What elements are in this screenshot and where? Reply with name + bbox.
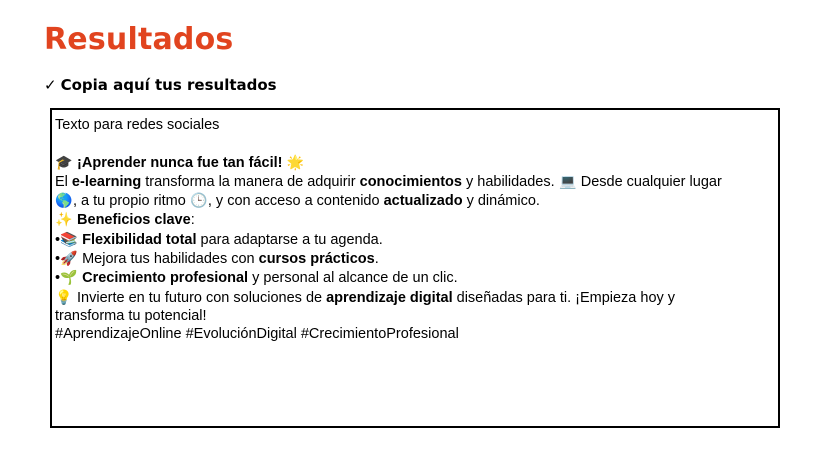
results-textbox[interactable] — [50, 108, 780, 428]
text-segment: Mejora tus habilidades con — [78, 251, 259, 268]
bullet: • — [55, 251, 61, 268]
clock-icon: 🕒 — [190, 192, 208, 209]
bullet: • — [55, 270, 61, 287]
rocket-icon: 🚀 — [60, 250, 78, 267]
sun-icon: 🌟 — [286, 153, 305, 170]
globe-icon: 🌎 — [55, 192, 73, 209]
books-icon: 📚 — [60, 230, 78, 247]
benefits-heading-line — [55, 210, 775, 229]
text-segment: El — [55, 173, 72, 190]
post-title-line — [55, 153, 775, 172]
text-segment: . — [374, 251, 379, 268]
instruction-text: Copia aquí tus resultados — [60, 76, 277, 94]
lightbulb-icon: 💡 — [55, 288, 73, 305]
closing-line-cont: transforma tu potencial! — [55, 307, 207, 324]
page-title: Resultados — [44, 22, 234, 57]
text-segment: : — [190, 212, 195, 229]
text-segment: para adaptarse a tu agenda. — [196, 231, 383, 248]
closing-line — [55, 288, 775, 307]
instruction-heading — [44, 76, 277, 94]
bold-segment: aprendizaje digital — [326, 289, 453, 306]
text-segment: y habilidades. — [461, 173, 559, 190]
text-segment: , a tu propio ritmo — [73, 193, 190, 210]
graduation-cap-icon: 🎓 — [55, 153, 73, 170]
textbox-heading: Texto para redes sociales — [55, 117, 220, 133]
text-segment: diseñadas para ti. ¡Empieza hoy y — [452, 289, 676, 306]
text-segment: y personal al alcance de un clic. — [248, 270, 458, 287]
text-segment: Invierte en tu futuro con soluciones de — [73, 289, 327, 306]
bold-segment: e-learning — [71, 173, 142, 190]
sparkles-icon: ✨ — [55, 211, 73, 228]
bold-segment: conocimientos — [359, 173, 462, 190]
text-segment: y dinámico. — [462, 193, 540, 210]
benefit-item — [55, 268, 775, 287]
bold-segment: Beneficios clave — [77, 212, 191, 229]
benefit-item — [55, 230, 775, 249]
bold-segment: Crecimiento profesional — [82, 270, 249, 287]
post-title: ¡Aprender nunca fue tan fácil! — [77, 154, 283, 171]
bullet: • — [55, 231, 61, 248]
benefit-item — [55, 249, 775, 268]
text-segment: transforma la manera de adquirir — [141, 173, 360, 190]
laptop-icon: 💻 — [558, 172, 577, 189]
bold-segment: actualizado — [383, 193, 463, 210]
blank-line — [55, 134, 775, 152]
check-icon: ✓ — [44, 76, 57, 94]
post-line-3 — [55, 191, 775, 210]
bold-segment: Flexibilidad total — [82, 231, 197, 248]
bold-segment: cursos prácticos — [258, 251, 375, 268]
seedling-icon: 🌱 — [60, 269, 78, 286]
hashtags: #AprendizajeOnline #EvoluciónDigital #CrecimientoProfesional — [55, 326, 459, 343]
text-segment: , y con acceso a contenido — [207, 193, 384, 210]
text-segment: Desde cualquier lugar — [576, 173, 722, 190]
post-line-2 — [55, 172, 775, 191]
